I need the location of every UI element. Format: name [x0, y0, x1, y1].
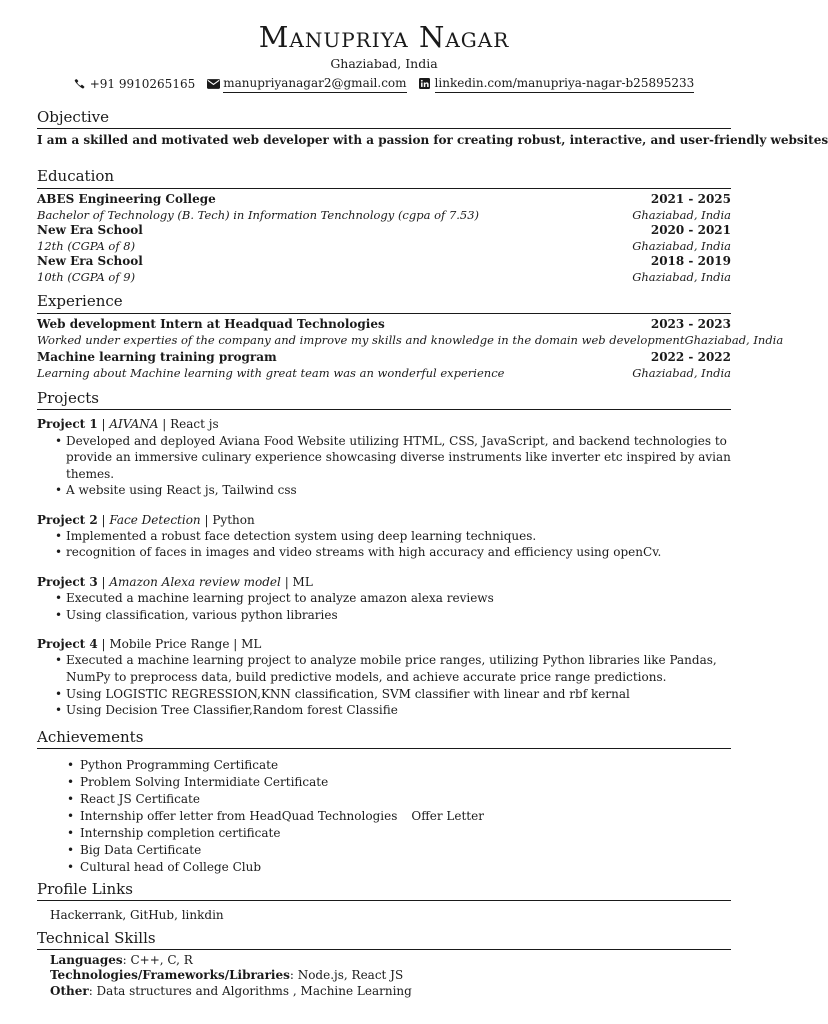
education-place: Ghaziabad, India: [632, 238, 731, 253]
experience-entry-detail: [37, 332, 784, 348]
skill-label: Languages: [50, 952, 123, 967]
degree-text: Bachelor of Technology (B. Tech) in Information Tenchnology (cgpa of 7.53): [37, 207, 480, 222]
envelope-icon: [207, 78, 219, 90]
project-header: Project 2 | Face Detection | Python: [37, 512, 255, 527]
project-item: [37, 416, 731, 498]
education-entry-title: [37, 223, 731, 239]
profile-links-text[interactable]: Hackerrank, GitHub, linkdin: [50, 908, 224, 923]
experience-dates: 2022 - 2022: [650, 349, 731, 364]
education-place: Ghaziabad, India: [632, 207, 731, 222]
project-bullets: [37, 590, 731, 623]
project-bullets: [37, 528, 731, 561]
experience-dates: 2023 - 2023: [650, 316, 731, 331]
degree-text: 10th (CGPA of 9): [37, 270, 136, 285]
profile-links-heading: Profile Links: [37, 879, 731, 901]
skill-label: Technologies/Frameworks/Libraries: [50, 968, 290, 983]
experience-place: Ghaziabad, India: [684, 332, 784, 347]
objective-heading: Objective: [37, 107, 731, 129]
project-tech: ML: [241, 637, 262, 652]
role-name: Web development Intern at Headquad Technologies: [37, 316, 385, 331]
bullet-item: • recognition of faces in images and video streams with high accuracy and efficiency using openCv.: [55, 544, 731, 561]
education-dates: 2021 - 2025: [650, 191, 731, 206]
objective-text: I am a skilled and motivated web developer with a passion for creating robust, interactive, and user-friendly websites: [37, 133, 828, 148]
skill-label: Other: [50, 983, 89, 998]
projects-list: [37, 416, 731, 718]
project-bullets: [37, 433, 731, 499]
phone-icon: [74, 78, 86, 90]
institution-name: New Era School: [37, 254, 143, 269]
institution-name: ABES Engineering College: [37, 191, 216, 206]
achievement-item: • React JS Certificate: [67, 791, 731, 808]
project-tech: React js: [170, 417, 219, 432]
phone-text: +91 9910265165: [89, 76, 196, 91]
projects-heading: Projects: [37, 388, 731, 410]
bullet-item: • Implemented a robust face detection system using deep learning techniques.: [55, 528, 731, 545]
skill-row: [50, 984, 731, 999]
experience-entry-detail: [37, 366, 731, 381]
experience-list: [37, 316, 784, 381]
role-name: Machine learning training program: [37, 349, 277, 364]
achievement-item: • Big Data Certificate: [67, 842, 731, 859]
experience-heading: Experience: [37, 291, 731, 313]
linkedin-icon: [419, 78, 431, 90]
institution-name: New Era School: [37, 222, 143, 237]
education-place: Ghaziabad, India: [632, 270, 731, 285]
project-header: Project 4 | Mobile Price Range | ML: [37, 637, 262, 652]
bullet-item: • Executed a machine learning project to analyze amazon alexa reviews: [55, 590, 731, 607]
project-header: Project 1 | AIVANA | React js: [37, 417, 219, 432]
resume-header: [37, 0, 731, 93]
skill-value: : Node.js, React JS: [289, 968, 404, 983]
project-tech: Python: [212, 512, 255, 527]
project-name: AIVANA: [109, 417, 159, 432]
education-dates: 2020 - 2021: [650, 222, 731, 237]
education-entry-title: [37, 192, 731, 208]
project-item: [37, 574, 731, 623]
skill-row: [50, 953, 731, 968]
bullet-item: • Developed and deployed Aviana Food Website utilizing HTML, CSS, JavaScript, and backend technologies to provide an immersive culinary experience showcasing diverse instruments like inverter etc inspired by avian themes.: [55, 433, 731, 483]
candidate-name: Manupriya Nagar: [258, 20, 510, 54]
email-contact[interactable]: [207, 75, 406, 93]
achievements-list: [37, 757, 731, 876]
bullet-item: • Executed a machine learning project to analyze mobile price ranges, utilizing Python libraries like Pandas, NumPy to preprocess data, build predictive models, and achieve accurate price range predictions.: [55, 652, 731, 685]
project-label: Project 3: [37, 574, 98, 589]
education-list: [37, 192, 731, 286]
skills-heading: Technical Skills: [37, 928, 731, 950]
achievement-text: Internship offer letter from HeadQuad Technologies: [80, 808, 398, 823]
project-name: Mobile Price Range: [109, 637, 230, 652]
experience-entry-title: [37, 350, 731, 366]
degree-text: 12th (CGPA of 8): [37, 238, 136, 253]
project-item: [37, 512, 731, 561]
project-label: Project 4: [37, 637, 98, 652]
achievement-item: • Python Programming Certificate: [67, 757, 731, 774]
role-description: Learning about Machine learning with great team was an wonderful experience: [37, 365, 505, 380]
skill-value: : C++, C, R: [122, 952, 193, 967]
project-tech: ML: [292, 574, 313, 589]
phone-contact[interactable]: [74, 75, 196, 93]
project-name: Amazon Alexa review model: [109, 574, 281, 589]
achievement-item: [67, 808, 731, 825]
email-link[interactable]: manupriyanagar2@gmail.com: [223, 75, 406, 93]
education-entry-title: [37, 254, 731, 270]
education-entry-detail: [37, 239, 731, 254]
achievement-item: • Cultural head of College Club: [67, 859, 731, 876]
skill-value: : Data structures and Algorithms , Machine Learning: [88, 983, 412, 998]
education-dates: 2018 - 2019: [650, 254, 731, 269]
education-entry-detail: [37, 208, 731, 223]
project-name: Face Detection: [109, 512, 201, 527]
experience-place: Ghaziabad, India: [632, 365, 731, 380]
contact-bar: [37, 75, 731, 93]
project-label: Project 1: [37, 417, 98, 432]
achievement-item: • Internship completion certificate: [67, 825, 731, 842]
project-bullets: [37, 652, 731, 718]
education-heading: Education: [37, 166, 731, 188]
bullet-item: • A website using React js, Tailwind css: [55, 482, 731, 499]
education-entry-detail: [37, 270, 731, 285]
skill-row: [50, 968, 731, 983]
project-header: Project 3 | Amazon Alexa review model | ML: [37, 574, 313, 589]
offer-letter-link[interactable]: Offer Letter: [411, 808, 484, 823]
bullet-item: • Using Decision Tree Classifier,Random forest Classifie: [55, 702, 731, 719]
bullet-item: • Using LOGISTIC REGRESSION,KNN classification, SVM classifier with linear and rbf kernal: [55, 686, 731, 703]
role-description: Worked under experties of the company and improve my skills and knowledge in the domain web development: [37, 332, 685, 347]
project-item: [37, 636, 731, 718]
project-label: Project 2: [37, 512, 98, 527]
bullet-item: • Using classification, various python libraries: [55, 607, 731, 624]
achievement-item: • Problem Solving Intermidiate Certificate: [67, 774, 731, 791]
achievements-heading: Achievements: [37, 727, 731, 749]
candidate-location: Ghaziabad, India: [330, 55, 438, 71]
linkedin-link[interactable]: linkedin.com/manupriya-nagar-b25895233: [435, 75, 695, 93]
skills-list: [37, 953, 731, 999]
linkedin-contact[interactable]: [419, 75, 695, 93]
experience-entry-title: [37, 317, 731, 333]
